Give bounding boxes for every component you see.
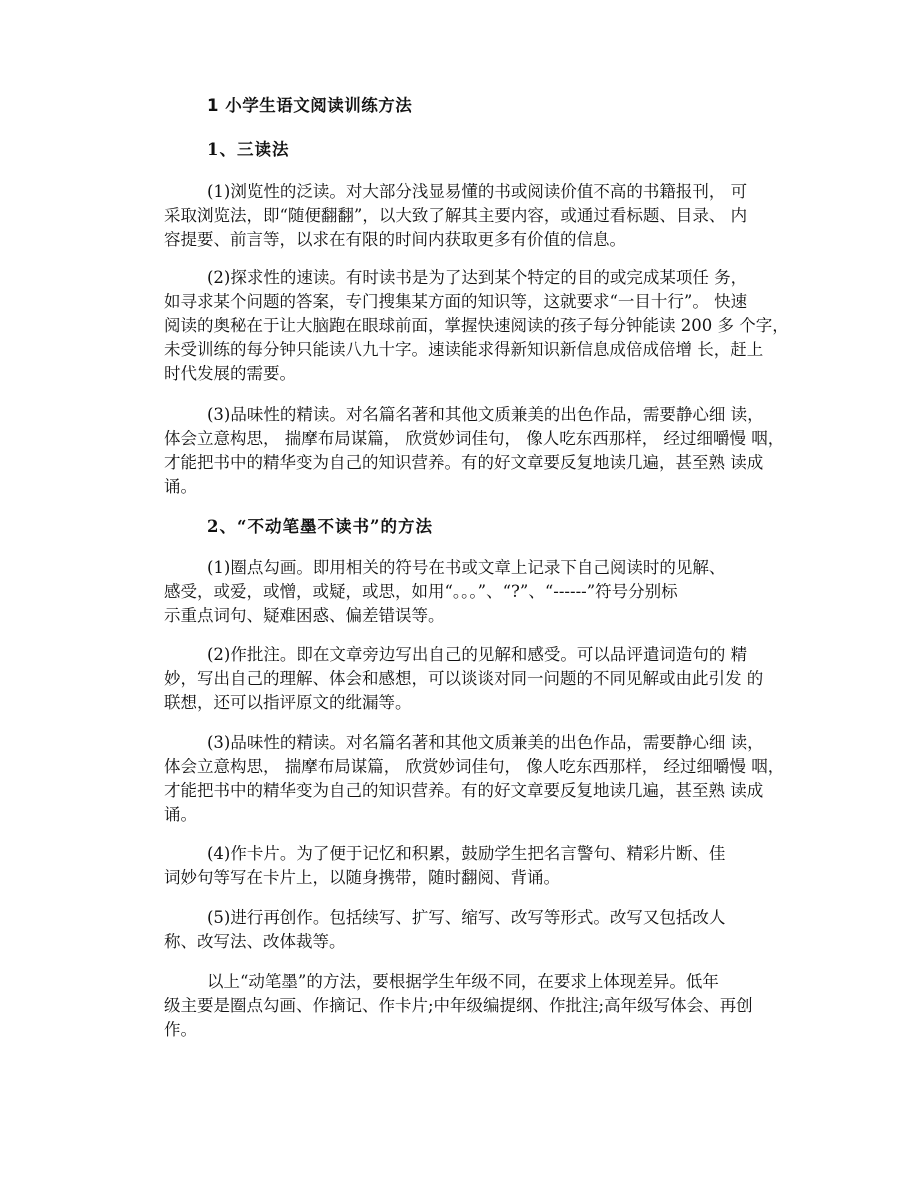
paragraph-line: (1)圈点勾画。即用相关的符号在书或文章上记录下自己阅读时的见解、 [207, 558, 726, 577]
paragraph-line: (1)浏览性的泛读。对大部分浅显易懂的书或阅读价值不高的书籍报刊， 可 [207, 182, 748, 201]
document-title: 1 小学生语文阅读训练方法 [207, 96, 413, 115]
section-heading: 2、“不动笔墨不读书”的方法 [207, 517, 433, 536]
paragraph-line: 时代发展的需要。 [164, 364, 296, 383]
paragraph-line: 示重点词句、疑难困惑、偏差错误等。 [164, 606, 445, 625]
paragraph-line: (3)品味性的精读。对名篇名著和其他文质兼美的出色作品，需要静心细 读， [207, 405, 764, 424]
paragraph-line: 诵。 [164, 805, 197, 824]
paragraph-line: 才能把书中的精华变为自己的知识营养。有的好文章要反复地读几遍，甚至熟 读成 [164, 453, 764, 472]
paragraph [164, 970, 804, 1042]
paragraph-line: 作。 [164, 1020, 197, 1039]
paragraph [164, 403, 804, 499]
paragraph-line: (4)作卡片。为了便于记忆和积累，鼓励学生把名言警句、精彩片断、佳 [207, 844, 726, 863]
paragraph-line: 诵。 [164, 477, 197, 496]
paragraph-line: 容提要、前言等，以求在有限的时间内获取更多有价值的信息。 [164, 230, 626, 249]
paragraph-line: (2)探求性的速读。有时读书是为了达到某个特定的目的或完成某项任 务， [207, 268, 748, 287]
paragraph [164, 842, 804, 890]
paragraph [164, 266, 804, 386]
paragraph-line: 联想，还可以指评原文的纰漏等。 [164, 693, 412, 712]
paragraph [164, 906, 804, 954]
paragraph-line: 以上“动笔墨”的方法，要根据学生年级不同，在要求上体现差异。低年 [207, 972, 719, 991]
paragraph [164, 180, 804, 252]
paragraph [164, 643, 804, 715]
section-heading: 1、三读法 [207, 140, 290, 159]
paragraph-line: (3)品味性的精读。对名篇名著和其他文质兼美的出色作品，需要静心细 读， [207, 733, 764, 752]
paragraph-line: 体会立意构思， 揣摩布局谋篇， 欣赏妙词佳句， 像人吃东西那样， 经过细嚼慢 咽， [164, 757, 785, 776]
paragraph-line: 才能把书中的精华变为自己的知识营养。有的好文章要反复地读几遍，甚至熟 读成 [164, 781, 764, 800]
paragraph [164, 556, 804, 628]
paragraph [164, 731, 804, 827]
paragraph-line: 体会立意构思， 揣摩布局谋篇， 欣赏妙词佳句， 像人吃东西那样， 经过细嚼慢 咽， [164, 429, 785, 448]
paragraph-line: (5)进行再创作。包括续写、扩写、缩写、改写等形式。改写又包括改人 [207, 908, 726, 927]
paragraph-line: 称、改写法、改体裁等。 [164, 932, 346, 951]
paragraph-line: 阅读的奥秘在于让大脑跑在眼球前面，掌握快速阅读的孩子每分钟能读 200 多 个字， [164, 316, 789, 335]
paragraph-line: 词妙句等写在卡片上，以随身携带，随时翻阅、背诵。 [164, 868, 560, 887]
paragraph-line: 未受训练的每分钟只能读八九十字。速读能求得新知识新信息成倍成倍增 长，赶上 [164, 340, 764, 359]
paragraph-line: 级主要是圈点勾画、作摘记、作卡片;中年级编提纲、作批注;高年级写体会、再创 [164, 996, 753, 1015]
paragraph-line: 采取浏览法，即“随便翻翻”，以大致了解其主要内容，或通过看标题、目录、 内 [164, 206, 748, 225]
paragraph-line: 如寻求某个问题的答案，专门搜集某方面的知识等，这就要求“一目十行”。 快速 [164, 292, 748, 311]
paragraph-line: (2)作批注。即在文章旁边写出自己的见解和感受。可以品评遣词造句的 精 [207, 645, 748, 664]
paragraph-line: 妙，写出自己的理解、体会和感想，可以谈谈对同一问题的不同见解或由此引发 的 [164, 669, 764, 688]
paragraph-line: 感受，或爱，或憎，或疑，或思，如用“。。。”、“?”、“------”符号分别标 [164, 582, 678, 601]
